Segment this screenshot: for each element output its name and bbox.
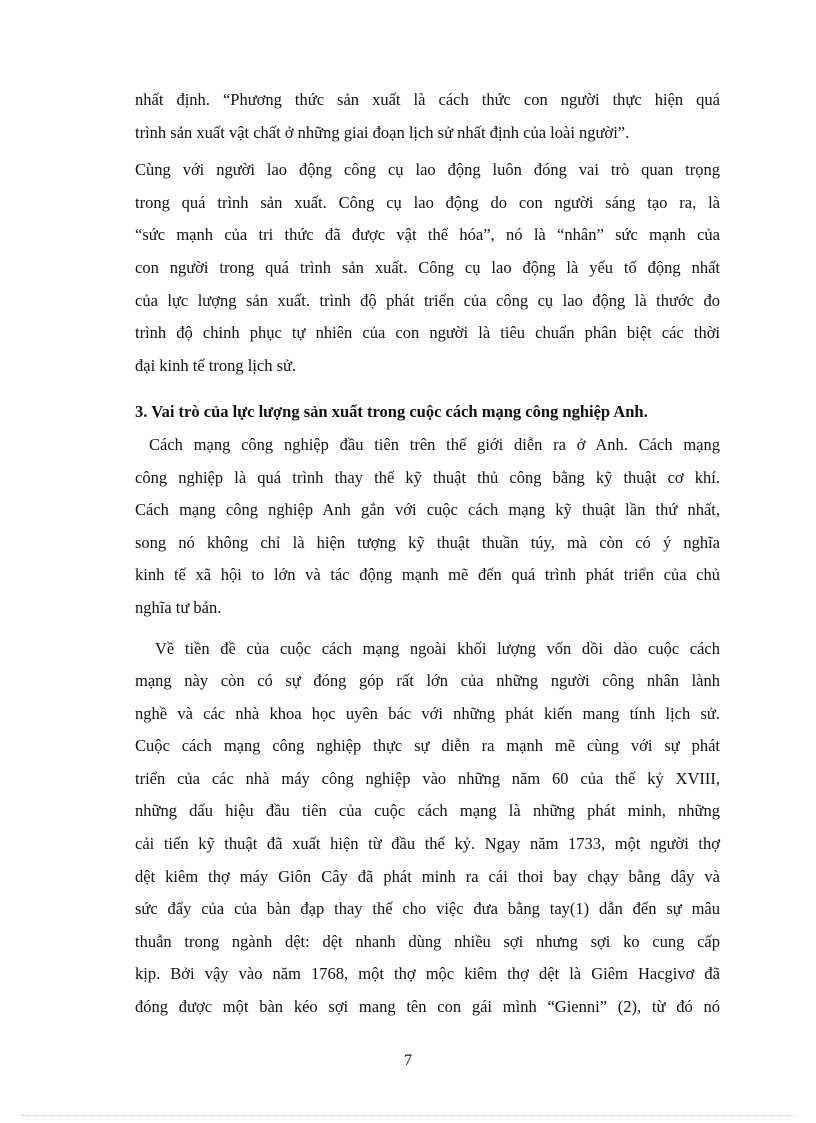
- text-line: nghĩa tư bản.: [135, 597, 222, 617]
- paragraph-industrial-revolution: [135, 429, 720, 625]
- page-body: [135, 84, 720, 1024]
- text-line: nhất định. “Phương thức sản xuất là cách thức con người thực hiện quá: [135, 90, 720, 109]
- text-line: triển của các nhà máy công nghiệp vào những năm 60 của thế kỷ XVIII,: [135, 768, 720, 788]
- text-line: kịp. Bởi vậy vào năm 1768, một thợ mộc kiêm thợ dệt là Giêm Hacgivơ đã: [135, 964, 720, 984]
- paragraph-premises: [135, 633, 720, 1024]
- text-line: sức đẩy của của bàn đạp thay thế cho việc đưa bằng tay(1) dẫn đến sự mâu: [135, 899, 720, 919]
- text-line: con người trong quá trình sản xuất. Công cụ lao động là yếu tố động nhất: [135, 257, 720, 277]
- text-line: nghề và các nhà khoa học uyên bác với những phát kiến mang tính lịch sử.: [135, 703, 720, 723]
- text-line: trình sản xuất vật chất ở những giai đoạn lịch sử nhất định của loài người”.: [135, 122, 630, 142]
- text-line: những dấu hiệu đầu tiên của cuộc cách mạng là những phát minh, những: [135, 801, 720, 821]
- text-line: mạng này còn có sự đóng góp rất lớn của những người công nhân lành: [135, 671, 720, 691]
- text-line: đại kinh tế trong lịch sử.: [135, 355, 297, 375]
- page-number: 7: [404, 1052, 412, 1069]
- intro-paragraph: [135, 84, 720, 149]
- paragraph-tools: [135, 154, 720, 382]
- text-line: công nghiệp là quá trình thay thế kỹ thuật thủ công bằng kỹ thuật cơ khí.: [135, 467, 720, 487]
- page-bottom-divider: [22, 1115, 794, 1116]
- text-line: Cách mạng công nghiệp đầu tiên trên thế giới diễn ra ở Anh. Cách mạng: [149, 434, 720, 454]
- section-heading: 3. Vai trò của lực lượng sản xuất trong cuộc cách mạng công nghiệp Anh.: [135, 402, 648, 422]
- text-line: của lực lượng sản xuất. trình độ phát triển của công cụ lao động là thước đo: [135, 290, 720, 310]
- text-line: Cách mạng công nghiệp Anh gắn với cuộc cách mạng kỹ thuật lần thứ nhất,: [135, 500, 720, 520]
- text-line: Cùng với người lao động công cụ lao động luôn đóng vai trò quan trọng: [135, 160, 720, 180]
- text-line: Cuộc cách mạng công nghiệp thực sự diễn ra mạnh mẽ cùng với sự phát: [135, 736, 720, 756]
- text-line: Về tiền đề của cuộc cách mạng ngoài khối lượng vốn dồi dào cuộc cách: [155, 638, 720, 658]
- text-line: dệt kiêm thợ máy Giôn Cây đã phát minh ra cái thoi bay chạy bằng dây và: [135, 866, 720, 886]
- text-line: cải tiến kỹ thuật đã xuất hiện từ đầu thế kỷ. Ngay năm 1733, một người thợ: [135, 834, 720, 854]
- text-line: đóng được một bàn kéo sợi mang tên con gái mình “Gienni” (2), từ đó nó: [135, 997, 720, 1017]
- text-line: trong quá trình sản xuất. Công cụ lao động do con người sáng tạo ra, là: [135, 192, 720, 212]
- text-line: “sức mạnh của tri thức đã được vật thể hóa”, nó là “nhân” sức mạnh của: [135, 225, 720, 245]
- text-line: kinh tế xã hội to lớn và tác động mạnh mẽ đến quá trình phát triển của chủ: [135, 565, 720, 585]
- text-line: trình độ chinh phục tự nhiên của con người là tiêu chuẩn phân biệt các thời: [135, 323, 720, 343]
- text-line: thuẫn trong ngành dệt: dệt nhanh dùng nhiều sợi nhưng sợi ko cung cấp: [135, 931, 720, 951]
- text-line: song nó không chỉ là hiện tượng kỹ thuật thuần túy, mà còn có ý nghĩa: [135, 532, 720, 552]
